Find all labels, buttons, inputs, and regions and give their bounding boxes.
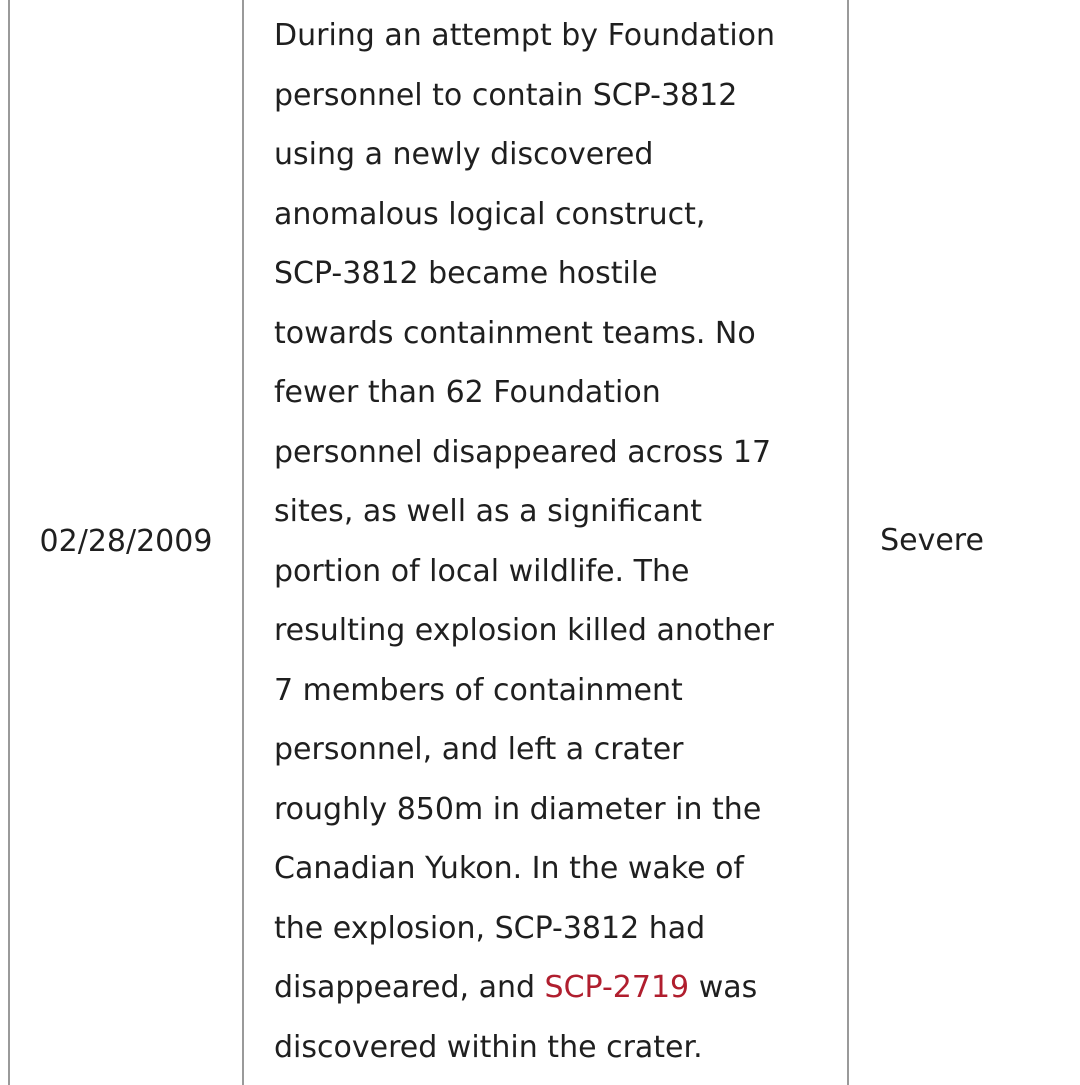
scp-2719-link[interactable]: SCP-2719: [544, 970, 690, 1005]
incident-date-cell: 02/28/2009: [39, 524, 213, 559]
description-line: personnel, and left a crater: [274, 732, 684, 767]
description-line: towards containment teams. No: [274, 315, 756, 351]
incident-description-cell: [274, 6, 834, 1077]
description-line: using a newly discovered: [274, 137, 654, 172]
description-line: anomalous logical construct,: [274, 196, 706, 232]
description-line-with-link: [274, 958, 834, 1018]
text-after-link: was: [689, 970, 758, 1005]
description-line: During an attempt by Foundation: [274, 18, 776, 53]
description-line: Canadian Yukon. In the wake of: [274, 851, 744, 886]
severity-cell: Severe: [880, 523, 984, 558]
description-line: discovered within the crater.: [274, 1029, 703, 1065]
description-line: roughly 850m in diameter in the: [274, 791, 762, 827]
description-line: SCP-3812 became hostile: [274, 256, 658, 291]
description-line: portion of local wildlife. The: [274, 553, 690, 589]
description-line: 7 members of containment: [274, 672, 683, 708]
description-line: resulting explosion killed another: [274, 613, 774, 648]
description-line: fewer than 62 Foundation: [274, 375, 661, 410]
description-line: personnel to contain SCP-3812: [274, 77, 738, 113]
table-border-date-desc: [242, 0, 244, 1085]
description-line: the explosion, SCP-3812 had: [274, 910, 706, 946]
description-line: sites, as well as a significant: [274, 494, 703, 529]
description-line: personnel disappeared across 17: [274, 434, 772, 470]
text-before-link: disappeared, and: [274, 970, 545, 1005]
